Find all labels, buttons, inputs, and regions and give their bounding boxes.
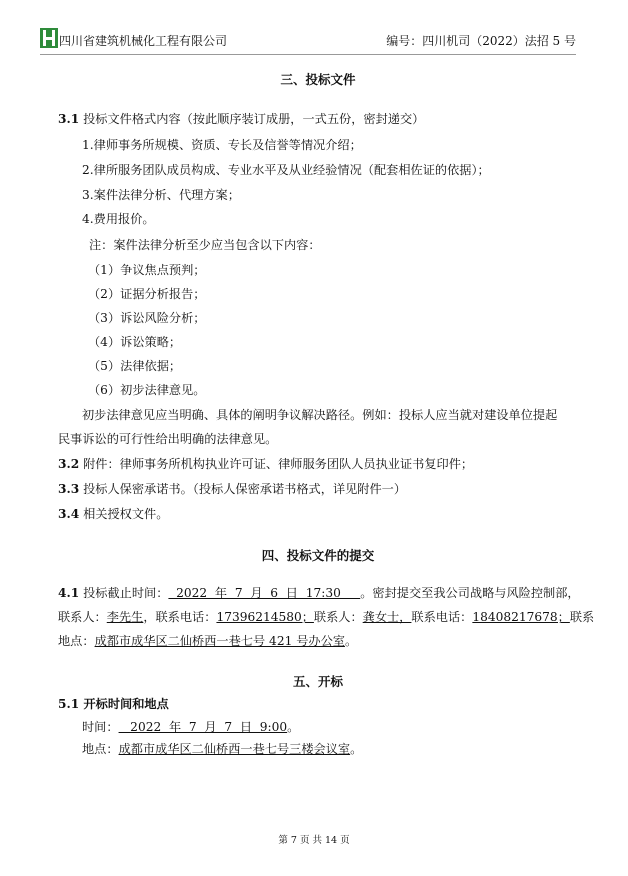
- section5-title: 五、开标: [292, 674, 343, 689]
- opening-place: [82, 740, 362, 757]
- contact-phone: 18408217678；: [472, 610, 570, 624]
- paragraph-line: 民事诉讼的可行性给出明确的法律意见。: [58, 432, 278, 446]
- time-label: 时间：: [82, 720, 119, 734]
- clause-text: 附件：律师事务所机构执业许可证、律师服务团队人员执业证书复印件；: [83, 457, 474, 471]
- section3-title: 三、投标文件: [280, 72, 356, 87]
- clause-number: 5.1: [58, 697, 80, 711]
- clause-4-1-line1: [58, 584, 580, 601]
- sub-item: （2）证据分析报告；: [88, 287, 206, 301]
- clause-text: 投标人保密承诺书。（投标人保密承诺书格式，详见附件一）: [83, 482, 407, 496]
- place-value: 成都市成华区二仙桥西一巷七号三楼会议室: [118, 742, 351, 756]
- contact-label: 联系: [569, 610, 595, 624]
- sub-item: （5）法律依据；: [88, 359, 182, 373]
- page-header: [40, 24, 576, 56]
- clause-3-2: [58, 455, 473, 472]
- clause-number: 3.3: [58, 482, 80, 496]
- contact-name: 李先生: [106, 610, 144, 624]
- time-end: 。: [287, 720, 300, 734]
- address-value: 成都市成华区二仙桥西一巷七号 421 号办公室: [94, 634, 345, 648]
- sub-item: （3）诉讼风险分析；: [88, 311, 206, 325]
- clause-title: 开标时间和地点: [83, 697, 169, 711]
- contact-label: 联系人：: [313, 610, 363, 624]
- paragraph-line: 初步法律意见应当明确、具体的阐明争议解决路径。例如：投标人应当就对建设单位提起: [82, 408, 558, 422]
- clause-3-1: [58, 110, 424, 127]
- document-number: 编号：四川机司（2022）法招 5 号: [386, 34, 576, 48]
- header-divider: [40, 54, 576, 55]
- company-logo-icon: [40, 28, 58, 48]
- section4-title: 四、投标文件的提交: [261, 548, 375, 563]
- time-value: 2022 年 7 月 7 日 9:00: [118, 720, 288, 734]
- phone-label: 联系电话：: [411, 610, 473, 624]
- place-end: 。: [350, 742, 363, 756]
- company-name: 四川省建筑机械化工程有限公司: [59, 34, 228, 48]
- clause-number: 3.4: [58, 507, 80, 521]
- clause-3-4: [58, 505, 168, 522]
- clause-text: 投标文件格式内容（按此顺序装订成册，一式五份，密封递交）: [83, 112, 425, 126]
- phone-label: ，联系电话：: [143, 610, 217, 624]
- sub-item: （6）初步法律意见。: [88, 383, 206, 397]
- contact-phone: 17396214580；: [216, 610, 314, 624]
- clause-number: 3.1: [58, 112, 80, 126]
- sub-item: （1）争议焦点预判；: [88, 263, 206, 277]
- address-label: 地点：: [58, 634, 95, 648]
- list-item: 2.律所服务团队成员构成、专业水平及从业经验情况（配套相佐证的依据）；: [82, 163, 490, 177]
- opening-time: [82, 718, 299, 735]
- clause-text: 相关授权文件。: [83, 507, 169, 521]
- contact-label: 联系人：: [58, 610, 107, 624]
- submission-text: 。密封提交至我公司战略与风险控制部，: [360, 586, 580, 600]
- clause-number: 4.1: [58, 586, 80, 600]
- list-item: 3.案件法律分析、代理方案；: [82, 188, 240, 202]
- list-item: 4.费用报价。: [82, 212, 155, 226]
- clause-4-1-line3: [58, 632, 357, 649]
- clause-4-1-line2: [58, 608, 594, 625]
- deadline-label: 投标截止时间：: [83, 586, 169, 600]
- list-item: 1.律师事务所规模、资质、专长及信誉等情况介绍；: [82, 138, 362, 152]
- page-number: 第 7 页 共 14 页: [278, 835, 350, 846]
- address-end: 。: [344, 634, 358, 648]
- clause-3-3: [58, 480, 406, 497]
- sub-item: （4）诉讼策略；: [88, 335, 182, 349]
- clause-number: 3.2: [58, 457, 80, 471]
- contact-name: 龚女士，: [362, 610, 412, 624]
- note: 注：案件法律分析至少应当包含以下内容：: [89, 238, 321, 252]
- clause-5-1: [58, 695, 169, 712]
- place-label: 地点：: [82, 742, 119, 756]
- deadline-value: 2022 年 7 月 6 日 17:30: [168, 586, 361, 600]
